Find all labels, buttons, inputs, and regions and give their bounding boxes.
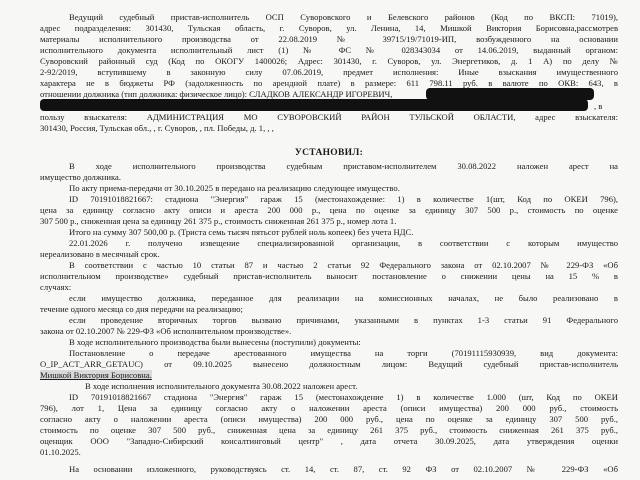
body-line (40, 370, 618, 381)
body-line: имущество должника. (40, 172, 121, 182)
intro-line: исполнительного документа исполнительный лист (1) № ФС № 028343034 от 14.06.2019, выданный органом: (40, 45, 618, 55)
body-line: O_IP_ACT_ARR_GETAUC) от 09.10.2025 вынесено должностным лицом: Ведущий судебный пристав-исполнитель (40, 359, 618, 369)
body-line: В ходе исполнительного производства судебным приставом-исполнителем 30.08.2022 наложен арест на (69, 161, 618, 171)
section-heading: УСТАНОВИЛ: (294, 148, 364, 158)
body-line: В ходе исполнения исполнительного документа 30.08.2022 наложен арест. (85, 381, 358, 391)
body-line: если имущество должника, переданное для реализации на комиссионных началах, не было реализовано в (69, 293, 618, 303)
intro-line: материалы исполнительного производства от 22.08.2019 № 39715/19/71019-ИП, возбужденного на основании (40, 34, 618, 44)
body-line: По акту приема-передачи от 30.10.2025 в передано на реализацию следующее имущество. (69, 183, 400, 193)
intro-line: 301430, Россия, Тульская обл., , г. Суворов, , пл. Победы, д. 1, , , (40, 123, 274, 133)
body-line: цена за единицу согласно акту описи и ареста 200 000 р., цена по оценке за единицу 307 500 р., стоимость по оценке (40, 205, 618, 215)
body-line: В ходе исполнительного производства были вынесены (поступили) документы: (69, 337, 361, 347)
intro-line: Суворовский районный суд (Код по ОКОГУ 1400026; Адрес: 301430, г. Суворов, ул. Энергетиков, д. 1 А) по делу № (40, 56, 618, 66)
intro-line: Ведущий судебный пристав-исполнитель ОСП Суворовского и Белевского районов (Код по ВКСП: 71019), (69, 12, 618, 22)
body-line: Постановление о передаче арестованного имущества на торги (70191115930939, вид документа: (69, 348, 618, 358)
intro-line: пользу взыскателя: АДМИНИСТРАЦИЯ МО СУВОРОВСКИЙ РАЙОН ТУЛЬСКОЙ ОБЛАСТИ, адрес взыскателя: (40, 112, 618, 122)
officer-name: Мишкой Виктория Борисовна. (40, 370, 152, 380)
body-line: Итого на сумму 307 500,00 р. (Триста семь тысяч пятьсот рублей ноль копеек) без учета НДС. (69, 227, 414, 237)
body-line: закона от 02.10.2007 № 229-ФЗ «Об исполнительном производстве». (40, 326, 292, 336)
body-line: согласно акту о наложении ареста (описи имущества) 200 000 руб., цена по оценке за единицу 307 500 руб., (40, 414, 618, 424)
redaction-bar (40, 99, 588, 111)
body-line: В соответствии с частью 10 статьи 87 и частью 2 статьи 92 Федерального закона от 02.10.2007 № 229-ФЗ «Об (69, 260, 618, 270)
body-line: На основании изложенного, руководствуясь ст. 14, ст. 87, ст. 92 ФЗ от 02.10.2007 № 229-ФЗ «Об (69, 464, 618, 474)
intro-line: адрес подразделения: 301430, Тульская область, г. Суворов, ул. Ленина, 14, Мишкой Виктория Борисовна,рассмотрев (40, 23, 618, 33)
body-line: оценщик ООО "Западно-Сибирский консалтинговый центр" , дата отчета 30.09.2025, дата утверждения оценки (40, 436, 618, 446)
body-line: ID 70191018821667: стадиона "Энергия" гараж 15 (местонахождение: 1) в количестве 1(шт, Код по ОКЕИ 796), (69, 194, 618, 204)
body-line: 22.01.2026 г. получено извещение специализированной организации, в соответствии с которым имущество (69, 238, 618, 248)
intro-line: характера не в бюджеты РФ (задолженность по арендной плате) в размере: 611 798.11 руб. в валюте по ОКВ: 643, в (40, 78, 618, 88)
body-line: нереализовано в месячный срок. (40, 249, 160, 259)
intro-line: , в (594, 101, 603, 111)
body-line: 01.10.2025. (40, 447, 81, 457)
body-line: случаях: (40, 282, 72, 292)
body-line: ID 70191018821667 стадиона "Энергия" гараж 15 (местонахождение 1) в количестве 1.000 (шт, Код по ОКЕИ (69, 392, 618, 402)
body-line: если проведение вторичных торгов вызвано причинами, указанными в пунктах 1-3 статьи 91 Федерального (69, 315, 618, 325)
body-line: 307 500 р., сниженная цена за единицу 261 375 р., стоимость сниженная 261 375 р., номер лота 1. (40, 216, 397, 226)
body-line: исполнительном производстве» судебный пристав-исполнитель выносит постановление о снижении цены на 15 % в (40, 271, 618, 281)
body-line: 796), лот 1, Цена за единицу согласно акту о наложении ареста (описи имущества) 200 000 руб., стоимость (40, 403, 618, 413)
intro-line: отношении должника (тип должника: физическое лицо): СЛАДКОВ АЛЕКСАНДР ИГОРЕВИЧ, (40, 89, 393, 99)
body-line: стоимость по оценке 307 500 руб., сниженная цена за единицу 261 375 руб., стоимость сниженная 261 375 руб., (40, 425, 618, 435)
body-line: течение одного месяца со дня передачи на реализацию; (40, 304, 243, 314)
intro-line: 2-92/2019, вступившему в законную силу 07.06.2019, предмет исполнения: Иные взыскания имущественного (40, 67, 618, 77)
